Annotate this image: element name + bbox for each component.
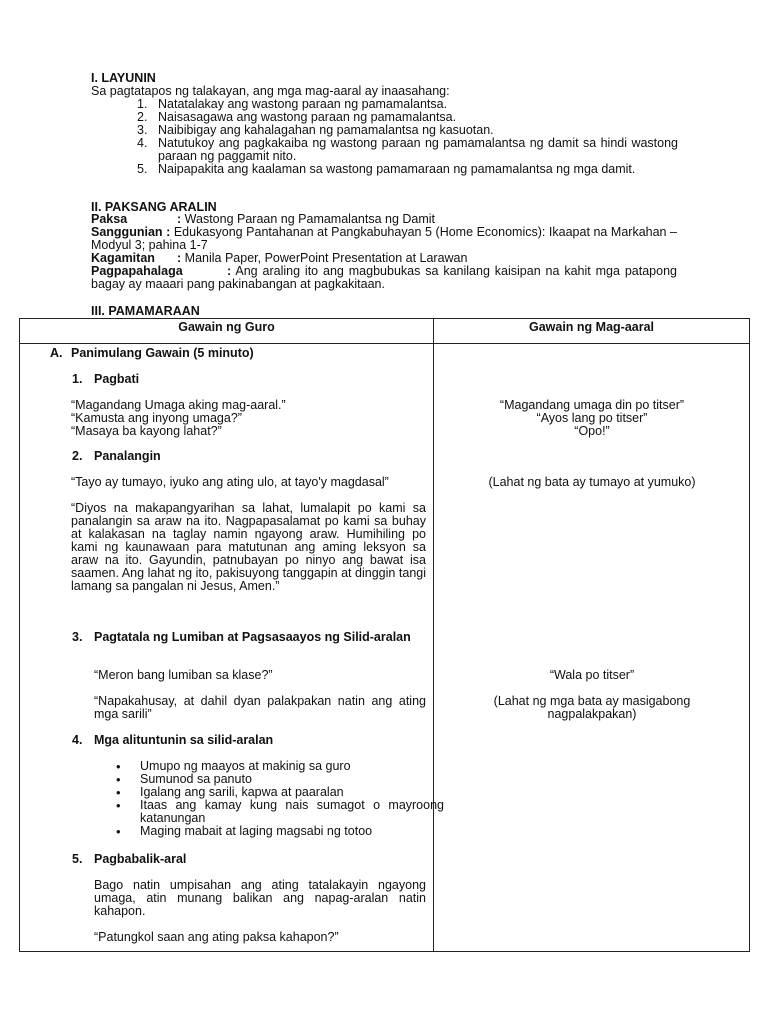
objective-item: 2. Naisasagawa ang wastong paraan ng pamamalantsa. xyxy=(137,110,457,124)
paksa-row: Paksa : Wastong Paraan ng Pamamalantsa ng Damit xyxy=(91,212,436,226)
part-a-letter: A. xyxy=(50,346,63,360)
review-question: “Patungkol saan ang ating paksa kahapon?” xyxy=(94,930,339,944)
objective-item: 3. Naibibigay ang kahalagahan ng pamamalantsa ng kasuotan. xyxy=(137,123,494,137)
column-header-teacher: Gawain ng Guro xyxy=(20,319,434,344)
pagpapahalaga-row: Pagpapahalaga : Ang araling ito ang magbubukas sa kanilang kaisipan na kahit mga patapong bagay ay maaari pang pakinabangan at pagkakitaan. xyxy=(91,264,677,291)
sanggunian-label: Sanggunian xyxy=(91,225,163,239)
pagpapahalaga-value: Ang araling ito ang magbubukas sa kanilang kaisipan na kahit mga patapong bagay ay maaari pang pakinabangan at pagkakitaan. xyxy=(91,264,677,291)
greeting-line: “Kamusta ang inyong umaga?” xyxy=(71,411,242,425)
student-activities-cell xyxy=(434,344,750,952)
student-attendance-answer: “Wala po titser” xyxy=(549,668,635,682)
sanggunian-value: Edukasyong Pantahanan at Pangkabuhayan 5 (Home Economics): Ikaapat na Markahan – Modyul 3; pahina 1-7 xyxy=(91,225,678,252)
teacher-activities-cell xyxy=(20,344,444,952)
greeting-line: “Masaya ba kayong lahat?” xyxy=(71,424,222,438)
objective-item: 1. Natatalakay ang wastong paraan ng pamamalantsa. xyxy=(137,97,448,111)
part-a-title: Panimulang Gawain (5 minuto) xyxy=(71,346,254,360)
prayer-text: “Diyos na makapangyarihan sa lahat, lumalapit po kami sa panalangin sa araw na ito. Nagpapasalamat po kami sa buhay at kalakasan na taglay namin ngayong araw. Humihiling po kami ng kaunawaan para matutunan ang aming leksyon sa araw na ito. Gayundin, patnubayan po ninyo ang bawat isa saamen. Ang lahat ng ito, pakisuyong tanggapin at dinggin tangi lamang sa pangalan ni Jesus, Amen.” xyxy=(71,501,426,593)
review-text: Bago natin umpisahan ang ating tatalakayin ngayong umaga, atin munang balikan ang napag-aralan natin kahapon. xyxy=(94,878,426,918)
kagamitan-label: Kagamitan xyxy=(91,251,155,265)
paksa-value: Wastong Paraan ng Pamamalantsa ng Damit xyxy=(184,212,436,226)
step-2-title: Panalangin xyxy=(94,449,161,463)
section-1-heading: I. LAYUNIN xyxy=(91,71,156,85)
greeting-line: “Magandang Umaga aking mag-aaral.” xyxy=(71,398,286,412)
step-3-number: 3. xyxy=(72,630,83,644)
rules-list xyxy=(116,760,444,838)
objective-item: 5. Naipapakita ang kaalaman sa wastong pamamaraan ng pamamalantsa ng mga damit. xyxy=(137,162,636,176)
step-4-title: Mga alituntunin sa silid-aralan xyxy=(94,733,274,747)
step-4-number: 4. xyxy=(72,733,83,747)
kagamitan-value: Manila Paper, PowerPoint Presentation at Larawan xyxy=(184,251,468,265)
step-3-title: Pagtatala ng Lumiban at Pagsasaayos ng Silid-aralan xyxy=(94,630,411,644)
rule-item: • Sumunod sa panuto xyxy=(116,773,444,786)
section-1-intro: Sa pagtatapos ng talakayan, ang mga mag-aaral ay inaasahang: xyxy=(91,84,450,98)
paksa-label: Paksa xyxy=(91,212,128,226)
step-5-number: 5. xyxy=(72,852,83,866)
student-prayer-response: (Lahat ng bata ay tumayo at yumuko) xyxy=(488,475,696,489)
kagamitan-row: Kagamitan : Manila Paper, PowerPoint Presentation at Larawan xyxy=(91,251,468,265)
attendance-question: “Meron bang lumiban sa klase?” xyxy=(94,668,273,682)
pagpapahalaga-label: Pagpapahalaga xyxy=(91,264,183,278)
rule-item: • Umupo ng maayos at makinig sa guro xyxy=(116,760,444,773)
student-greeting-line: “Opo!” xyxy=(574,424,610,438)
prayer-instruction: “Tayo ay tumayo, iyuko ang ating ulo, at tayo'y magdasal” xyxy=(71,475,389,489)
praise-text: “Napakahusay, at dahil dyan palakpakan natin ang ating mga sarili” xyxy=(94,694,426,721)
student-greeting-line: “Ayos lang po titser” xyxy=(536,411,648,425)
step-1-number: 1. xyxy=(72,372,83,386)
section-3-heading: III. PAMAMARAAN xyxy=(91,304,200,318)
student-praise-response: (Lahat ng mga bata ay masigabong nagpalakpakan) xyxy=(493,694,691,721)
student-greeting-line: “Magandang umaga din po titser” xyxy=(499,398,685,412)
step-5-title: Pagbabalik-aral xyxy=(94,852,187,866)
rule-item: • Itaas ang kamay kung nais sumagot o mayroong katanungan xyxy=(116,799,444,825)
step-1-title: Pagbati xyxy=(94,372,140,386)
objectives-list xyxy=(137,98,678,176)
rule-item: • Maging mabait at laging magsabi ng totoo xyxy=(116,825,444,838)
objective-item: 4. Natutukoy ang pagkakaiba ng wastong paraan ng pamamalantsa ng damit sa hindi wastong paraan ng paggamit nito. xyxy=(137,136,678,163)
column-header-student: Gawain ng Mag-aaral xyxy=(434,319,750,344)
rule-item: • Igalang ang sarili, kapwa at paaralan xyxy=(116,786,444,799)
sanggunian-row: Sanggunian : Edukasyong Pantahanan at Pangkabuhayan 5 (Home Economics): Ikaapat na Markahan – Modyul 3; pahina 1-7 xyxy=(91,225,678,252)
step-2-number: 2. xyxy=(72,449,83,463)
procedure-table xyxy=(19,318,750,952)
section-2-heading: II. PAKSANG ARALIN xyxy=(91,200,217,214)
